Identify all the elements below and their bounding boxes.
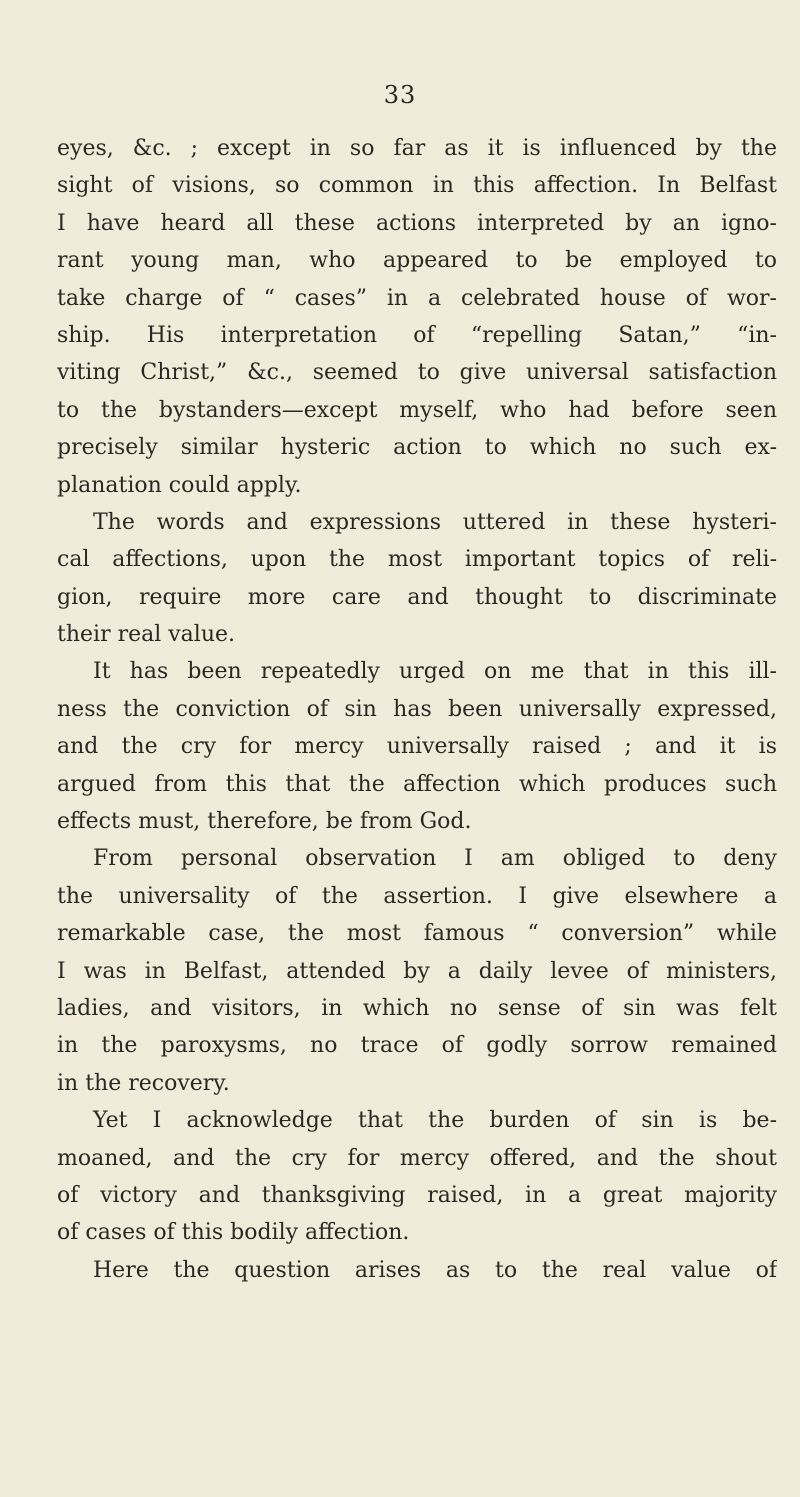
paragraph-start-line: From personal observation I am obliged to deny	[93, 846, 777, 872]
text-line: in the recovery.	[57, 1070, 230, 1096]
page-number: 33	[383, 81, 417, 109]
text-line: argued from this that the affection which produces such	[57, 771, 777, 797]
text-line: take charge of “ cases” in a celebrated house of wor-	[57, 285, 777, 311]
text-line: and the cry for mercy universally raised ; and it is	[57, 734, 777, 760]
text-line: viting Christ,” &c., seemed to give universal satisfaction	[57, 360, 777, 386]
paragraph-start-line: It has been repeatedly urged on me that in this ill-	[93, 659, 777, 685]
text-line: I was in Belfast, attended by a daily levee of ministers,	[57, 958, 777, 984]
text-line: eyes, &c. ; except in so far as it is influenced by the	[57, 136, 777, 161]
text-line: ship. His interpretation of “repelling Satan,” “in-	[57, 322, 777, 348]
text-line: to the bystanders—except myself, who had before seen	[57, 397, 777, 423]
text-line: rant young man, who appeared to be employed to	[57, 248, 777, 274]
text-line: effects must, therefore, be from God.	[57, 809, 472, 835]
text-line: of victory and thanksgiving raised, in a great majority	[57, 1182, 777, 1208]
text-line: sight of visions, so common in this affection. In Belfast	[57, 173, 777, 199]
paragraph-start-line: Yet I acknowledge that the burden of sin is be-	[93, 1108, 777, 1134]
text-line: moaned, and the cry for mercy offered, and the shout	[57, 1145, 777, 1171]
body-text	[57, 130, 777, 1289]
text-line: ness the conviction of sin has been universally expressed,	[57, 696, 777, 722]
text-line: remarkable case, the most famous “ conversion” while	[57, 921, 777, 947]
text-line: the universality of the assertion. I give elsewhere a	[57, 883, 777, 909]
text-line: of cases of this bodily affection.	[57, 1220, 410, 1246]
paragraph-start-line: Here the question arises as to the real value of	[93, 1257, 777, 1283]
text-line: precisely similar hysteric action to which no such ex-	[57, 435, 777, 461]
text-line: gion, require more care and thought to discriminate	[57, 584, 777, 610]
text-line: cal affections, upon the most important topics of reli-	[57, 547, 777, 573]
text-line: I have heard all these actions interpreted by an igno-	[57, 210, 777, 236]
text-line: ladies, and visitors, in which no sense of sin was felt	[57, 995, 777, 1021]
text-line: in the paroxysms, no trace of godly sorrow remained	[57, 1033, 777, 1059]
text-line: their real value.	[57, 622, 236, 648]
text-line: planation could apply.	[57, 472, 302, 498]
paragraph-start-line: The words and expressions uttered in these hysteri-	[93, 509, 777, 535]
